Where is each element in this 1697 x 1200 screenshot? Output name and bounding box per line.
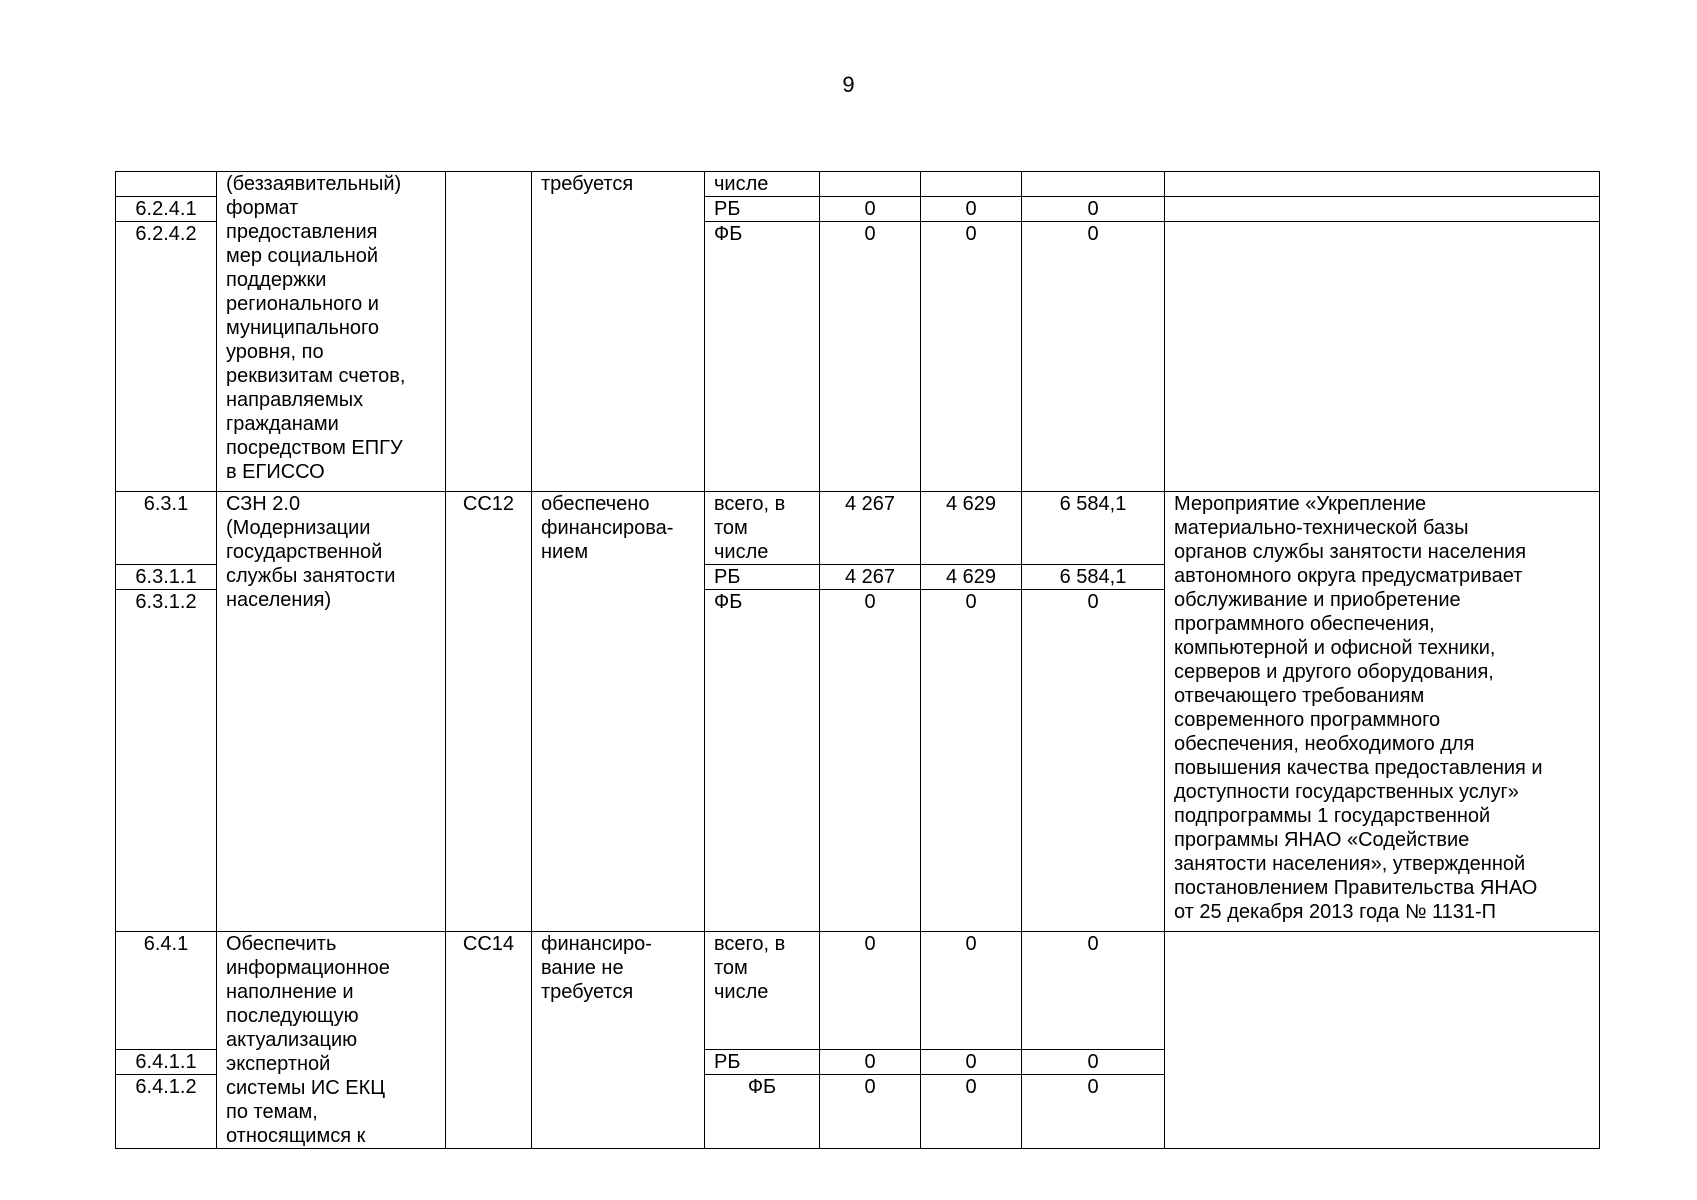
table-row — [116, 932, 1600, 1050]
budget-type: РБ — [705, 565, 820, 590]
table-row — [116, 492, 1600, 565]
value-year-2: 0 — [921, 222, 1022, 492]
financing-status: финансиро- вание не требуется — [532, 932, 705, 1149]
value-year-1: 0 — [820, 222, 921, 492]
value-year-2: 4 629 — [921, 565, 1022, 590]
indicator-code — [446, 172, 532, 492]
note-cell: Мероприятие «Укрепление материально-технической базы органов службы занятости населения автономного округа предусматривает обслуживание и приобретение программного обеспечения, компьютерной и офисной техники, серверов и другого оборудования, отвечающего требованиям современного программного обеспечения, необходимого для повышения качества предоставления и доступности государственных услуг» подпрограммы 1 государственной программы ЯНАО «Содействие занятости населения», утвержденной постановлением Правительства ЯНАО от 25 декабря 2013 года № 1131-П — [1165, 492, 1600, 932]
value-year-3: 0 — [1022, 1075, 1165, 1149]
note-cell — [1165, 222, 1600, 492]
financing-status: обеспечено финансирова- нием — [532, 492, 705, 932]
measure-description: СЗН 2.0 (Модернизации государственной службы занятости населения) — [217, 492, 446, 932]
value-year-3: 6 584,1 — [1022, 492, 1165, 565]
measure-description: (беззаявительный) формат предоставления мер социальной поддержки регионального и муниципального уровня, по реквизитам счетов, направляемых гражданами посредством ЕПГУ в ЕГИССО — [217, 172, 446, 492]
measures-table — [115, 171, 1600, 1149]
budget-type: всего, в том числе — [705, 492, 820, 565]
value-year-1: 4 267 — [820, 565, 921, 590]
row-number — [116, 172, 217, 197]
budget-type: РБ — [705, 197, 820, 222]
budget-type: ФБ — [705, 1075, 820, 1149]
row-number: 6.2.4.2 — [116, 222, 217, 492]
value-year-2: 0 — [921, 590, 1022, 932]
note-cell — [1165, 932, 1600, 1149]
value-year-3: 0 — [1022, 932, 1165, 1050]
value-year-2: 0 — [921, 197, 1022, 222]
value-year-3: 0 — [1022, 197, 1165, 222]
value-year-1 — [820, 172, 921, 197]
row-number: 6.4.1.1 — [116, 1050, 217, 1075]
value-year-3: 0 — [1022, 590, 1165, 932]
note-cell — [1165, 172, 1600, 197]
note-cell — [1165, 197, 1600, 222]
value-year-2 — [921, 172, 1022, 197]
table-row — [116, 172, 1600, 197]
row-number: 6.3.1.2 — [116, 590, 217, 932]
page-number: 9 — [842, 72, 855, 97]
indicator-code: СС12 — [446, 492, 532, 932]
financing-status: требуется — [532, 172, 705, 492]
budget-type: РБ — [705, 1050, 820, 1075]
value-year-2: 0 — [921, 932, 1022, 1050]
indicator-code: СС14 — [446, 932, 532, 1149]
value-year-3 — [1022, 172, 1165, 197]
measure-description: Обеспечить информационное наполнение и последующую актуализацию экспертной системы ИС ЕКЦ по темам, относящимся к — [217, 932, 446, 1149]
value-year-1: 4 267 — [820, 492, 921, 565]
budget-type: числе — [705, 172, 820, 197]
row-number: 6.4.1.2 — [116, 1075, 217, 1149]
value-year-1: 0 — [820, 1075, 921, 1149]
budget-type: всего, в том числе — [705, 932, 820, 1050]
value-year-3: 6 584,1 — [1022, 565, 1165, 590]
budget-type: ФБ — [705, 590, 820, 932]
value-year-1: 0 — [820, 197, 921, 222]
value-year-2: 4 629 — [921, 492, 1022, 565]
row-number: 6.4.1 — [116, 932, 217, 1050]
value-year-3: 0 — [1022, 222, 1165, 492]
value-year-2: 0 — [921, 1050, 1022, 1075]
value-year-1: 0 — [820, 932, 921, 1050]
row-number: 6.3.1 — [116, 492, 217, 565]
row-number: 6.3.1.1 — [116, 565, 217, 590]
value-year-2: 0 — [921, 1075, 1022, 1149]
value-year-1: 0 — [820, 1050, 921, 1075]
budget-type: ФБ — [705, 222, 820, 492]
value-year-3: 0 — [1022, 1050, 1165, 1075]
value-year-1: 0 — [820, 590, 921, 932]
row-number: 6.2.4.1 — [116, 197, 217, 222]
